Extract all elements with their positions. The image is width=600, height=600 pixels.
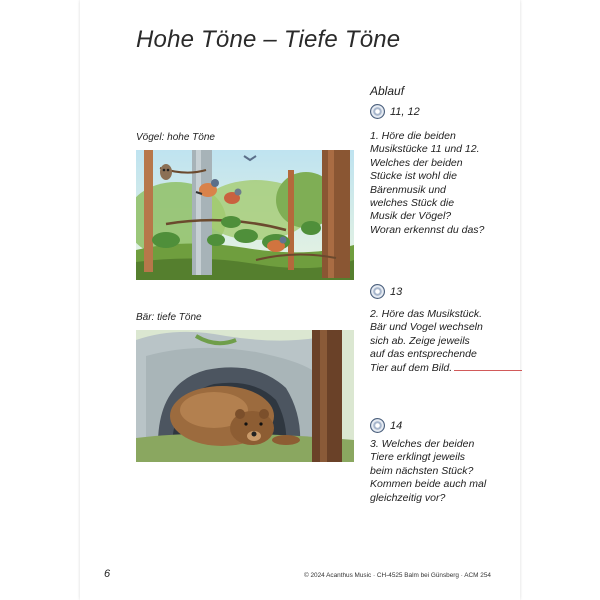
track-numbers: 13 [390,285,403,298]
step-line: Tier auf dem Bild. [370,361,453,374]
pointer-line [454,370,522,371]
birds-caption: Vögel: hohe Töne [136,132,215,143]
step-line: 1. Höre die beiden [370,130,456,142]
step-line: beim nächsten Stück? [370,464,474,477]
step-3-text [370,438,510,505]
sidebar-heading: Ablauf [370,84,405,98]
track-numbers: 14 [390,419,403,432]
copyright-credit: © 2024 Acanthus Music · CH-4525 Balm bei Günsberg · ACM 254 [304,572,491,579]
step-line: sich ab. Zeige jeweils [370,334,470,347]
page-title: Hohe Töne – Tiefe Töne [136,26,401,53]
birds-forest-illustration [136,150,354,280]
step-line: welches Stück die [370,197,455,210]
step-line: 3. Welches der beiden [370,438,475,450]
step-line: Musikstücke 11 und 12. [370,143,480,156]
step-line: Woran erkennst du das? [370,223,485,236]
cd-icon [370,418,385,433]
step-line: Bär und Vogel wechseln [370,321,483,334]
step-line: 2. Höre das Musikstück. [370,308,483,320]
cd-track-row-3 [370,418,402,433]
step-2-text [370,308,510,375]
cd-track-row-2 [370,284,402,299]
step-line: Kommen beide auch mal [370,478,487,491]
bear-caption: Bär: tiefe Töne [136,312,202,323]
step-line: Bärenmusik und [370,183,446,196]
cd-icon [370,284,385,299]
step-line: auf das entsprechende [370,348,477,361]
step-line: Tiere erklingt jeweils [370,451,466,464]
page-number: 6 [104,568,111,580]
step-1-text [370,130,510,237]
cd-track-row-1 [370,104,420,119]
step-line: Musik der Vögel? [370,210,452,223]
page [80,0,520,600]
track-numbers: 11, 12 [390,105,420,118]
bear-cave-illustration [136,330,354,462]
step-line: Stücke ist wohl die [370,170,457,183]
cd-icon [370,104,385,119]
step-line: Welches der beiden [370,156,463,169]
owl [160,164,172,180]
step-line: gleichzeitig vor? [370,491,446,504]
